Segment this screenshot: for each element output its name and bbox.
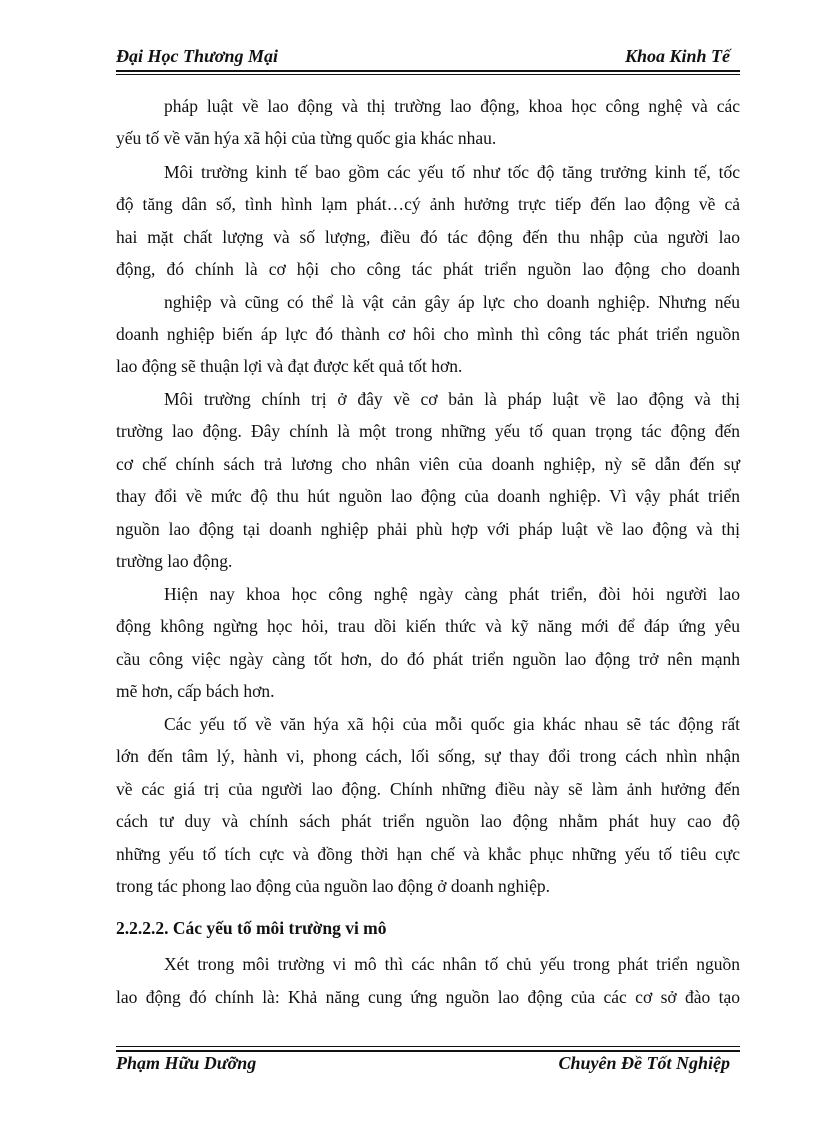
header-rule-thin bbox=[116, 74, 740, 75]
text-line: hai mặt chất lượng và số lượng, điều đó tác động đến thu nhập của người lao bbox=[116, 227, 740, 247]
text-line: Môi trường kinh tế bao gồm các yếu tố như tốc độ tăng trưởng kinh tế, tốc bbox=[164, 162, 740, 182]
text-line: cách tư duy và chính sách phát triển nguồn lao động nhằm phát huy cao độ bbox=[116, 811, 740, 831]
text-line: mẽ hơn, cấp bách hơn. bbox=[116, 681, 275, 701]
text-line: nguồn lao động tại doanh nghiệp phải phù hợp với pháp luật về lao động và thị bbox=[116, 519, 740, 539]
section-heading: 2.2.2.2. Các yếu tố môi trường vi mô bbox=[116, 918, 387, 938]
text-line: lao động đó chính là: Khả năng cung ứng nguồn lao động của các cơ sở đào tạo bbox=[116, 987, 740, 1007]
text-line: trong tác phong lao động của nguồn lao động ở doanh nghiệp. bbox=[116, 876, 551, 896]
page-header bbox=[116, 46, 740, 72]
text-line: doanh nghiệp biến áp lực đó thành cơ hôi cho mình thì công tác phát triển nguồn bbox=[116, 324, 740, 344]
text-line: pháp luật về lao động và thị trường lao động, khoa học công nghệ và các bbox=[164, 96, 740, 116]
text-line: Các yếu tố về văn hýa xã hội của mỗi quốc gia khác nhau sẽ tác động rất bbox=[164, 714, 740, 734]
text-line: trường lao động. bbox=[116, 551, 233, 571]
header-faculty: Khoa Kinh Tế bbox=[624, 46, 730, 66]
footer-rule-thick bbox=[116, 1050, 740, 1052]
footer-title: Chuyên Đề Tốt Nghiệp bbox=[558, 1053, 730, 1073]
footer-author: Phạm Hữu Dưỡng bbox=[116, 1053, 257, 1073]
page-footer bbox=[116, 1046, 740, 1076]
text-line: động, đó chính là cơ hội cho công tác phát triển nguồn lao động cho doanh bbox=[116, 259, 740, 279]
text-line: thay đổi về mức độ thu hút nguồn lao động của doanh nghiệp. Vì vậy phát triển bbox=[116, 486, 740, 506]
text-line: nghiệp và cũng có thể là vật cản gây áp lực cho doanh nghiệp. Nhưng nếu bbox=[164, 292, 740, 312]
header-rule-thick bbox=[116, 70, 740, 72]
text-line: lớn đến tâm lý, hành vi, phong cách, lối sống, sự thay đổi trong cách nhìn nhận bbox=[116, 746, 740, 766]
text-line: cơ chế chính sách trả lương cho nhân viên của doanh nghiệp, nỳ sẽ dẫn đến sự bbox=[116, 454, 740, 474]
text-line: độ tăng dân số, tình hình lạm phát…cý ảnh hưởng trực tiếp đến lao động về cả bbox=[116, 194, 740, 214]
footer-rule-thin bbox=[116, 1046, 740, 1047]
text-line: Môi trường chính trị ở đây về cơ bản là pháp luật về lao động và thị bbox=[164, 389, 740, 409]
text-line: động không ngừng học hỏi, trau dồi kiến thức và kỹ năng mới để đáp ứng yêu bbox=[116, 616, 740, 636]
text-line: Hiện nay khoa học công nghệ ngày càng phát triển, đòi hỏi người lao bbox=[164, 584, 740, 604]
text-line: những yếu tố tích cực và đồng thời hạn chế và khắc phục những yếu tố tiêu cực bbox=[116, 844, 740, 864]
text-line: cầu công việc ngày càng tốt hơn, do đó phát triển nguồn lao động trở nên mạnh bbox=[116, 649, 740, 669]
text-line: lao động sẽ thuận lợi và đạt được kết quả tốt hơn. bbox=[116, 356, 463, 376]
text-line: về các giá trị của người lao động. Chính những điều này sẽ làm ảnh hưởng đến bbox=[116, 779, 740, 799]
header-university: Đại Học Thương Mại bbox=[116, 46, 278, 66]
text-line: trường lao động. Đây chính là một trong những yếu tố quan trọng tác động đến bbox=[116, 421, 740, 441]
text-line: yếu tố về văn hýa xã hội của từng quốc gia khác nhau. bbox=[116, 128, 497, 148]
text-line: Xét trong môi trường vi mô thì các nhân tố chủ yếu trong phát triển nguồn bbox=[164, 954, 740, 974]
